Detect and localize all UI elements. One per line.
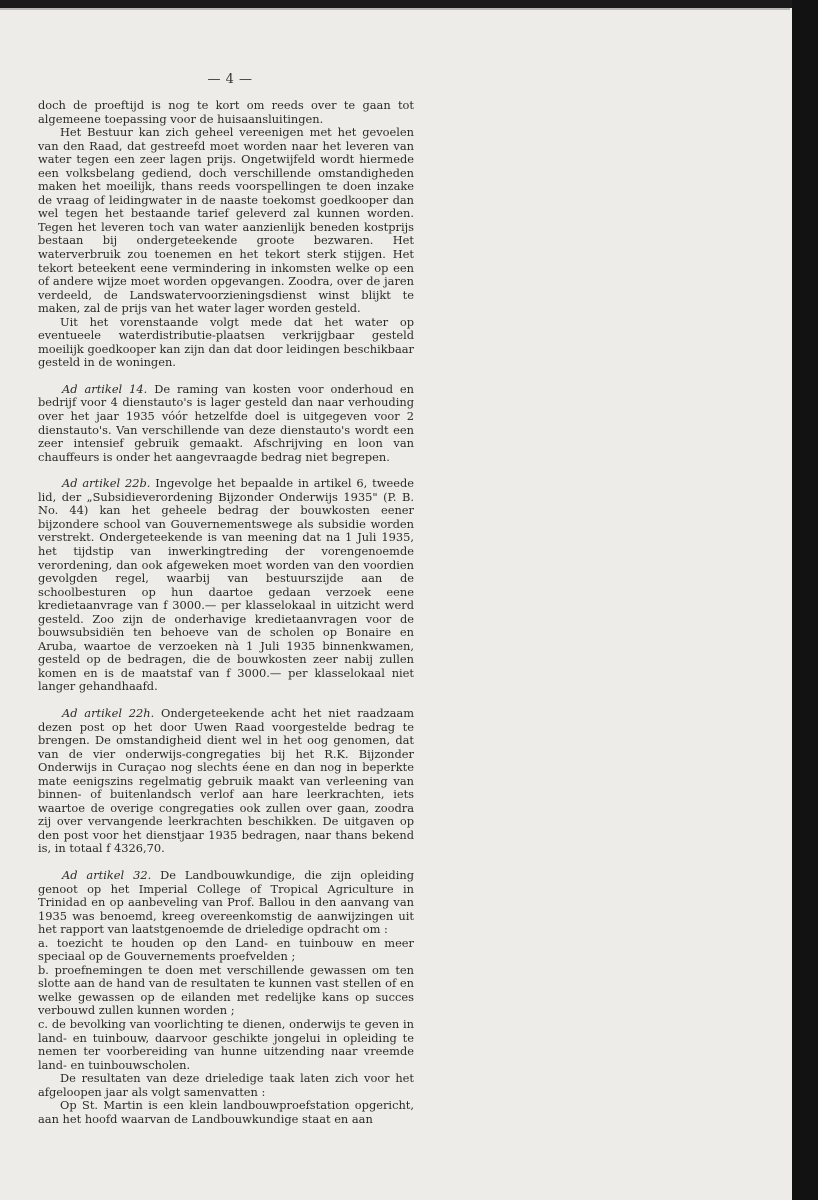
paragraph-text: Ingevolge het bepaalde in artikel 6, tweede lid, der „Subsidieverordening Bijzonder Onderwijs 1935" (P. B. No. 44) kan het geheele bedrag der bouwkosten eener bijzondere school van Gouvernementswege als subsidie worden verstrekt. Ondergeteekende is van meening dat na 1 Juli 1935, het tijdstip van inwerkingtreding der vorengenoemde verordening, dan ook afgeweken moet worden van den voordien gevolgden regel, waarbij van bestuurszijde aan de schoolbesturen op hun daartoe gedaan verzoek eene kredietaanvrage van f 3000.— per klasselokaal in uitzicht werd gesteld. Zoo zijn de onderhavige kredietaanvragen voor de bouwsubsidiën ten behoeve van de scholen op Bonaire en Aruba, waartoe de verzoeken nà 1 Juli 1935 binnenkwamen, gesteld op de bedragen, die de bouwkosten zeer nabij zullen komen en is de maatstaf van f 3000.— per klasselokaal niet langer gehandhaafd.	[38, 476, 414, 694]
article-heading: Ad artikel 32.	[62, 867, 152, 882]
article-heading: Ad artikel 14.	[62, 381, 148, 396]
paragraph	[38, 316, 414, 370]
paragraph-text: Op St. Martin is een klein landbouwproefstation opgericht, aan het hoofd waarvan de Landbouwkundige staat en aan	[38, 1098, 414, 1126]
paragraph	[38, 1099, 414, 1126]
article-heading: Ad artikel 22h.	[62, 705, 155, 720]
section-paragraph	[38, 383, 414, 464]
section-paragraph	[38, 869, 414, 937]
page-top-edge	[0, 8, 790, 10]
scan-top-border	[0, 0, 818, 8]
scan-right-border	[792, 0, 818, 1200]
page-number: — 4 —	[207, 72, 253, 87]
paragraph-text: a. toezicht te houden op den Land- en tuinbouw en meer speciaal op de Gouvernements proefvelden ;	[38, 935, 414, 964]
paragraph-text: doch de proeftijd is nog te kort om reeds over te gaan tot algemeene toepassing voor de huisaansluitingen.	[38, 98, 414, 126]
paragraph-text: Het Bestuur kan zich geheel vereenigen met het gevoelen van den Raad, dat gestreefd moet worden naar het leveren van water tegen een zeer lagen prijs. Ongetwijfeld wordt hiermede een volksbelang gediend, doch verschillende omstandigheden maken het moeilijk, thans reeds voorspellingen te doen inzake de vraag of leidingwater in de naaste toekomst goedkooper dan wel tegen het bestaande tarief geleverd zal kunnen worden. Tegen het leveren toch van water aanzienlijk beneden kostprijs bestaan bij ondergeteekende groote bezwaren. Het waterverbruik zou toenemen en het tekort sterk stijgen. Het tekort beteekent eene vermindering in inkomsten welke op een of andere wijze moet worden opgevangen. Zoodra, over de jaren verdeeld, de Landswatervoorzieningsdienst winst blijkt te maken, zal de prijs van het water lager worden gesteld.	[38, 125, 414, 316]
paragraph-text: De raming van kosten voor onderhoud en bedrijf voor 4 dienstauto's is lager gesteld dan naar verhouding over het jaar 1935 vóór hetzelfde doel is uitgegeven voor 2 dienstauto's. Van verschillende van deze dienstauto's wordt een zeer intensief gebruik gemaakt. Afschrijving en loon van chauffeurs is onder het aangevraagde bedrag niet begrepen.	[38, 381, 415, 464]
paragraph-text: b. proefnemingen te doen met verschillende gewassen om ten slotte aan de hand van de resultaten te kunnen vast stellen of en welke gewassen op de eilanden met redelijke kans op succes verbouwd zullen kunnen worden ;	[38, 962, 414, 1018]
section-paragraph	[38, 707, 414, 856]
paragraph-text: De Landbouwkundige, die zijn opleiding genoot op het Imperial College of Tropical Agriculture in Trinidad en op aanbeveling van Prof. Ballou in den aanvang van 1935 was benoemd, kreeg overeenkomstig de aanwijzingen uit het rapport van laatstgenoemde de drieledige opdracht om :	[38, 867, 414, 937]
paragraph-text: c. de bevolking van voorlichting te dienen, onderwijs te geven in land- en tuinbouw, daarvoor geschikte jongelui in opleiding te nemen ter voorbereiding van hunne uitzending naar vreemde land- en tuinbouwscholen.	[38, 1017, 414, 1072]
paragraph	[38, 937, 414, 964]
paragraph	[38, 1072, 414, 1099]
body-text	[38, 99, 414, 1126]
paragraph	[38, 1018, 414, 1072]
paragraph-text: Uit het vorenstaande volgt mede dat het water op eventueele waterdistributie-plaatsen verkrijgbaar gesteld moeilijk goedkooper kan zijn dan dat door leidingen beschikbaar gesteld in de woningen.	[38, 314, 414, 370]
section-paragraph	[38, 477, 414, 694]
paragraph-text: Ondergeteekende acht het niet raadzaam dezen post op het door Uwen Raad voorgestelde bedrag te brengen. De omstandigheid dient wel in het oog genomen, dat van de vier onderwijs-congregaties bij het R.K. Bijzonder Onderwijs in Curaçao nog slechts éene en dan nog in beperkte mate eenigszins regelmatig gebruik maakt van verleening van binnen- of buitenlandsch verlof aan hare leerkrachten, iets waartoe de overige congregaties ook zullen over gaan, zoodra zij over vervangende leerkrachten beschikken. De uitgaven op den post voor het dienstjaar 1935 bedragen, naar thans bekend is, in totaal f 4326,70.	[38, 705, 415, 856]
article-heading: Ad artikel 22b.	[62, 476, 151, 491]
paragraph	[38, 99, 414, 126]
paragraph-text: De resultaten van deze drieledige taak laten zich voor het afgeloopen jaar als volgt samenvatten :	[38, 1071, 414, 1099]
paragraph	[38, 964, 414, 1018]
paragraph	[38, 126, 414, 316]
